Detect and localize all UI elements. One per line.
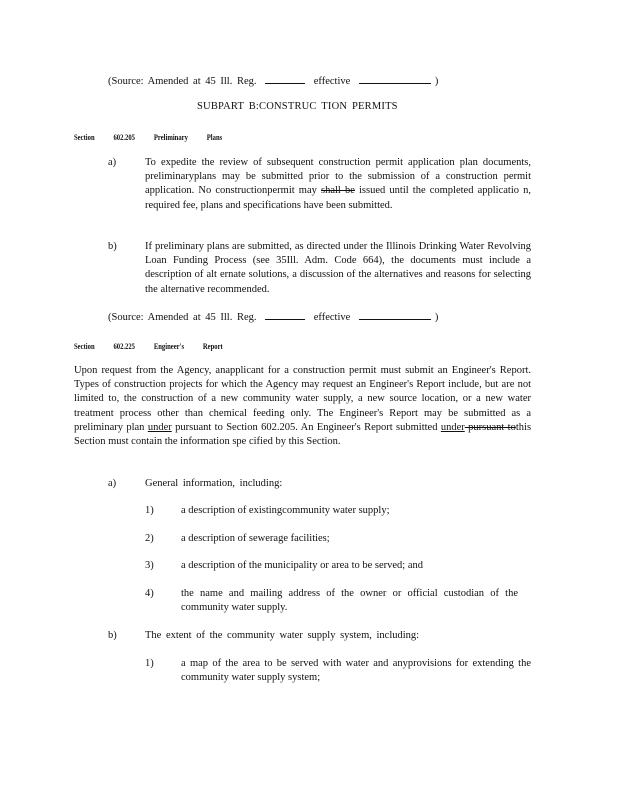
subsection-label-a: a) (108, 157, 117, 168)
list-item-number: 3) (145, 560, 154, 571)
list-item: a description of sewerage facilities; (181, 533, 330, 544)
reg-blank-2 (265, 309, 305, 320)
struck-text-2: pursuant to (464, 421, 516, 433)
source-note-2: (Source: Amended at 45 Ill. Reg. effective ) (108, 309, 438, 325)
list-item-number: 1) (145, 658, 154, 669)
section-heading-602-225: Section 602.225 Engineer's Report (74, 341, 223, 351)
list-item-number: 4) (145, 588, 154, 599)
item-label-a: a) (108, 478, 117, 489)
subsection-b-text: If preliminary plans are submitted, as directed under the Illinois Drinking Water Revolving Loan Funding Process (see 35Ill. Adm. Code 664), the documents must include a description of alt ernate solutions, a discussion of the alternatives and reasons for selecting the alternative recommended. (145, 241, 531, 295)
subsection-a-text: To expedite the review of subsequent construction permit application plan documents, preliminaryplans may be submitted prior to the submission of a construction permit application. No constructionpermit may shall be issued until the completed applicatio n, required fee, plans and specifications have been submitted. (145, 157, 531, 211)
reg-blank (265, 73, 305, 84)
section-heading-602-205: Section 602.205 Preliminary Plans (74, 132, 223, 142)
item-a-text: General information, including: (145, 478, 283, 489)
source-note: (Source: Amended at 45 Ill. Reg. effective ) (108, 73, 438, 89)
subsection-label-b: b) (108, 241, 117, 252)
subpart-heading: SUBPART B:CONSTRUC TION PERMITS (197, 101, 398, 112)
list-item-number: 2) (145, 533, 154, 544)
effective-blank (359, 73, 431, 84)
list-item: the name and mailing address of the owner or official custodian of the community water supply. (181, 588, 518, 614)
effective-blank-2 (359, 309, 431, 320)
list-item-number: 1) (145, 505, 154, 516)
list-item: a description of existingcommunity water supply; (181, 505, 390, 516)
inserted-text: under (147, 421, 172, 433)
list-item: a map of the area to be served with water and anyprovisions for extending the community water supply system; (181, 658, 531, 684)
inserted-text-2: under (440, 421, 465, 433)
struck-text: shall be (321, 185, 355, 197)
item-b-text: The extent of the community water supply system, including: (145, 630, 420, 641)
item-label-b: b) (108, 630, 117, 641)
list-item: a description of the municipality or area to be served; and (181, 560, 423, 571)
engineer-report-text: Upon request from the Agency, anapplicant for a construction permit must submit an Engineer's Report. Types of construction projects for which the Agency may request an Engineer's Report include, but are not limited to, the construction of a new community water supply, a new source location, or a new water treatment process other than chemical feeding only. The Engineer's Report may be submitted as a preliminary plan under pursuant to Section 602.205. An Engineer's Report submitted under pursuant tothis Section must contain the information spe cified by this Section. (74, 365, 532, 448)
